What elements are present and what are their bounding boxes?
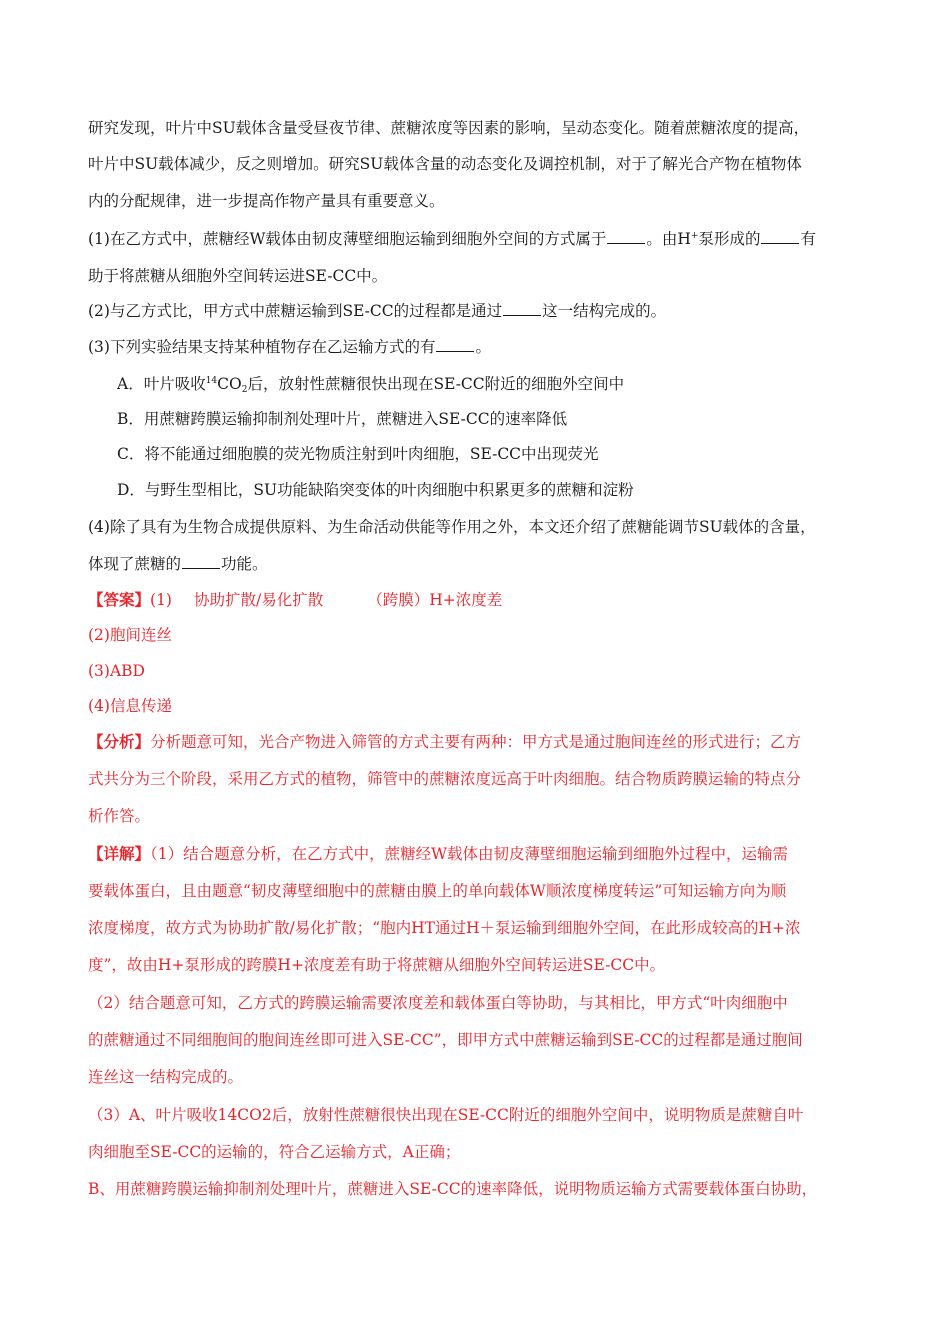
detail-line-1: [88, 843, 868, 865]
option-d: D．与野生型相比，SU功能缺陷突变体的叶肉细胞中积累更多的蔗糖和淀粉: [117, 481, 634, 499]
question-1-text-b: 。由H: [646, 230, 691, 248]
question-2-text-b: 这一结构完成的。: [542, 302, 667, 320]
question-4-line-2: [88, 553, 868, 575]
question-2-text-a: (2)与乙方式比，甲方式中蔗糖运输到SE-CC的过程都是通过: [88, 302, 503, 320]
question-1-line-2: 助于将蔗糖从细胞外空间转运进SE-CC中。: [88, 267, 388, 285]
question-4-text-c: 功能。: [221, 555, 268, 573]
option-a-text-c: 后，放射性蔗糖很快出现在SE-CC附近的细胞外空间中: [247, 375, 625, 393]
question-1-text-a: (1)在乙方式中，蔗糖经W载体由韧皮薄壁细胞运输到细胞外空间的方式属于: [88, 230, 607, 248]
option-a: [117, 373, 897, 395]
answer-tag: 【答案】: [88, 590, 151, 609]
question-3: [88, 336, 868, 358]
question-4-text-b: 体现了蔗糖的: [88, 555, 182, 573]
detail-line-7: 连丝这一结构完成的。: [88, 1068, 244, 1086]
answer-blank-1b: [761, 228, 799, 244]
detail-line-4: 度”，故由H+泵形成的跨膜H+浓度差有助于将蔗糖从细胞外空间转运进SE-CC中。: [88, 956, 666, 974]
question-3-text-b: 。: [475, 338, 491, 356]
detail-line-8: （3）A、叶片吸收14CO2后，放射性蔗糖很快出现在SE-CC附近的细胞外空间中，说明物质是蔗糖自叶: [88, 1106, 804, 1124]
passage-line-1: 研究发现，叶片中SU载体含量受昼夜节律、蔗糖浓度等因素的影响，呈动态变化。随着蔗糖浓度的提高，: [88, 119, 810, 137]
analysis-line-1: [88, 731, 868, 753]
answer-blank-1a: [607, 228, 645, 244]
subscript-2: 2: [241, 385, 248, 395]
detail-line-2: 要载体蛋白，且由题意“韧皮薄壁细胞中的蔗糖由膜上的单向载体W顺浓度梯度转运”可知运输方向为顺: [88, 882, 787, 900]
answer-blank-3: [436, 336, 474, 352]
passage-line-3: 内的分配规律，进一步提高作物产量具有重要意义。: [88, 192, 445, 210]
superscript-plus: +: [690, 231, 699, 241]
question-4-line-1: (4)除了具有为生物合成提供原料、为生命活动供能等作用之外，本文还介绍了蔗糖能调节SU载体的含量，: [88, 518, 816, 536]
option-a-text-b: CO: [217, 375, 242, 393]
option-a-text-a: A．叶片吸收: [117, 375, 206, 393]
detail-line-5: （2）结合题意可知，乙方式的跨膜运输需要浓度差和载体蛋白等协助，与其相比，甲方式“叶肉细胞中: [88, 994, 788, 1012]
answer-1-part-1: 协助扩散/易化扩散: [193, 591, 324, 609]
detail-tag: 【详解】: [88, 844, 151, 863]
detail-text-1: （1）结合题意分析，在乙方式中，蔗糖经W载体由韧皮薄壁细胞运输到细胞外过程中，运输需: [150, 845, 789, 863]
detail-line-6: 的蔗糖通过不同细胞间的胞间连丝即可进入SE-CC”，即甲方式中蔗糖运输到SE-CC的过程都是通过胞间: [88, 1031, 803, 1049]
option-c: C．将不能通过细胞膜的荧光物质注射到叶肉细胞，SE-CC中出现荧光: [117, 445, 599, 463]
answer-1-part-2: （跨膜）H+浓度差: [367, 591, 503, 609]
analysis-tag: 【分析】: [88, 732, 151, 751]
answer-line-3: (3)ABD: [88, 662, 145, 680]
detail-line-3: 浓度梯度，故方式为协助扩散/易化扩散；“胞内HT通过H＋泵运输到细胞外空间，在此形成较高的H+浓: [88, 919, 801, 937]
analysis-line-2: 式共分为三个阶段，采用乙方式的植物，筛管中的蔗糖浓度远高于叶肉细胞。结合物质跨膜运输的特点分: [88, 770, 802, 788]
detail-line-10: B、用蔗糖跨膜运输抑制剂处理叶片，蔗糖进入SE-CC的速率降低，说明物质运输方式需要载体蛋白协助，: [88, 1180, 818, 1198]
option-b: B．用蔗糖跨膜运输抑制剂处理叶片，蔗糖进入SE-CC的速率降低: [117, 410, 568, 428]
answer-line-4: (4)信息传递: [88, 697, 172, 715]
answer-blank-2: [503, 300, 541, 316]
answer-line-1: [88, 589, 868, 611]
question-2: [88, 300, 868, 322]
question-1-text-d: 有: [800, 230, 816, 248]
analysis-text-1: 分析题意可知，光合产物进入筛管的方式主要有两种：甲方式是通过胞间连丝的形式进行；乙方: [150, 733, 802, 751]
answer-blank-4: [182, 553, 220, 569]
superscript-14: 14: [205, 376, 218, 386]
passage-line-2: 叶片中SU载体减少，反之则增加。研究SU载体含量的动态变化及调控机制，对于了解光合产物在植物体: [88, 155, 802, 173]
detail-line-9: 肉细胞至SE-CC的运输的，符合乙运输方式，A正确；: [88, 1143, 461, 1161]
answer-1-number: (1): [150, 591, 172, 609]
question-1-line-1: [88, 228, 868, 250]
answer-line-2: (2)胞间连丝: [88, 626, 172, 644]
analysis-line-3: 析作答。: [88, 807, 151, 825]
question-1-text-c: 泵形成的: [698, 230, 761, 248]
question-3-text-a: (3)下列实验结果支持某种植物存在乙运输方式的有: [88, 338, 436, 356]
